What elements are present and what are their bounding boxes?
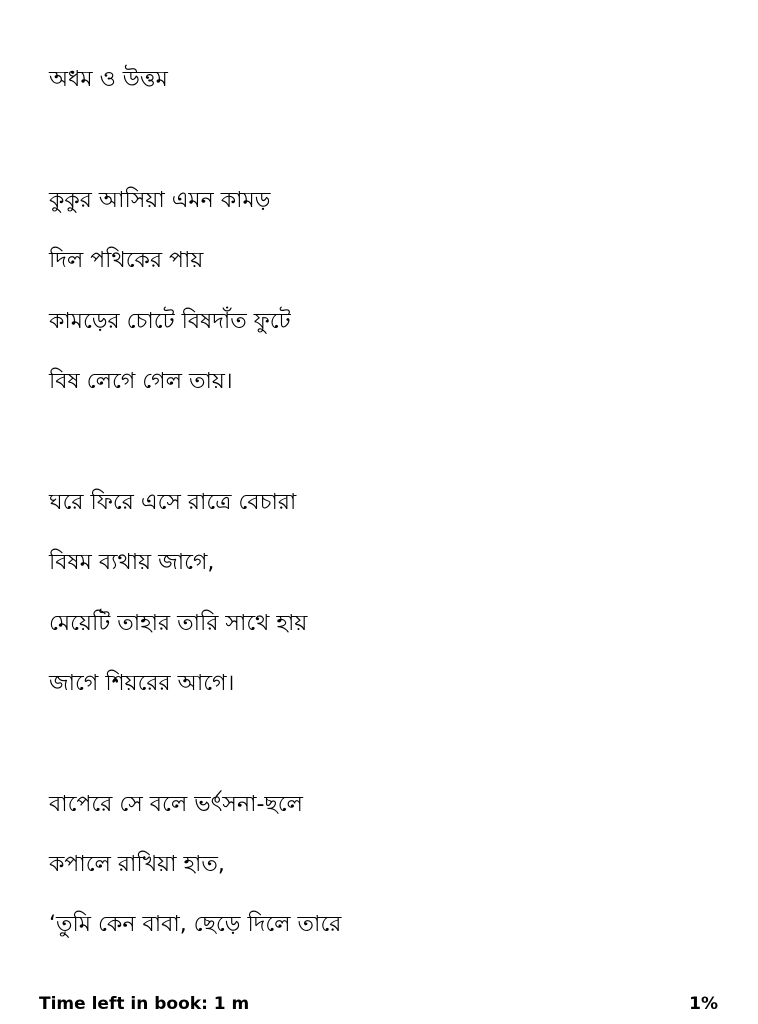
- poem-title: অধম ও উত্তম: [49, 67, 168, 92]
- time-left-label[interactable]: Time left in book: 1 m: [39, 994, 250, 1014]
- poem-line: কপালে রাখিয়া হাত,: [49, 852, 225, 878]
- progress-percent: 1%: [689, 994, 718, 1014]
- poem-text: [49, 62, 729, 968]
- poem-line: ‘তুমি কেন বাবা, ছেড়ে দিলে তারে: [49, 912, 342, 938]
- poem-line: বিষম ব্যথায় জাগে,: [49, 550, 215, 576]
- poem-line: মেয়েটি তাহার তারি সাথে হায়: [49, 610, 308, 636]
- poem-line: ঘরে ফিরে এসে রাত্রে বেচারা: [49, 489, 297, 515]
- poem-line: জাগে শিয়রের আগে।: [49, 670, 235, 696]
- poem-line: কুকুর আসিয়া এমন কামড়: [49, 187, 271, 213]
- poem-line: কামড়ের চোটে বিষদাঁত ফুটে: [49, 308, 291, 334]
- poem-line: বাপেরে সে বলে ভর্ৎসনা-ছলে: [49, 791, 303, 817]
- stanza-gap: [49, 726, 729, 786]
- stanza-gap: [49, 122, 729, 182]
- reading-status-bar: [39, 992, 718, 1016]
- poem-line: বিষ লেগে গেল তায়।: [49, 368, 233, 394]
- poem-line: দিল পথিকের পায়: [49, 248, 204, 274]
- stanza-gap: [49, 424, 729, 484]
